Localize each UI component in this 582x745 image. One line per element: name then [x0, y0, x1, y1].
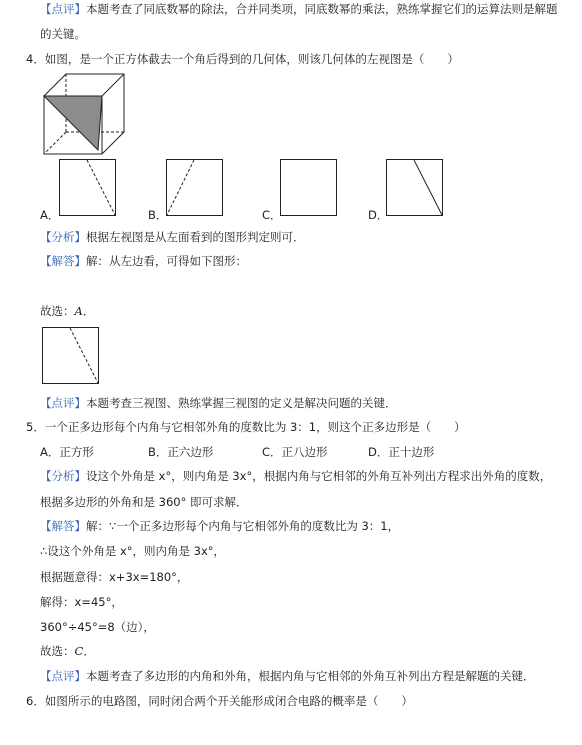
comment-tag: 【点评】 [40, 669, 86, 683]
q4-option-c-figure [280, 159, 338, 217]
q5-analysis-line2: 根据多边形的外角和是 360° 即可求解． [40, 495, 248, 509]
analysis-tag: 【分析】 [40, 230, 86, 244]
q4-cube-figure [38, 70, 128, 156]
q4-option-a: A． [40, 208, 60, 222]
comment-tag: 【点评】 [40, 396, 86, 410]
q4-option-b-figure [166, 159, 224, 217]
q4-analysis: 【分析】根据左视图是从左面看到的图形判定则可． [40, 230, 305, 244]
answer-tag: 【解答】 [40, 519, 86, 533]
q4-option-d-figure [386, 159, 444, 217]
q4-option-a-figure [59, 159, 117, 217]
comment-tag: 【点评】 [40, 2, 86, 16]
q4-answer: 【解答】解：从左边看，可得如下图形： [40, 254, 247, 268]
q5-option-a: A．正方形 [40, 445, 94, 459]
q5-option-d: D．正十边形 [368, 445, 435, 459]
q5-answer-line4: 解得：x=45°， [40, 595, 123, 609]
q5-option-b: B．正六边形 [148, 445, 214, 459]
q4-answer-figure [42, 327, 102, 387]
q5-answer-line3: 根据题意得：x+3x=180°， [40, 570, 189, 584]
q3-comment-line2: 的关键。 [40, 27, 86, 41]
q5-choice: 故选：C． [40, 644, 95, 658]
q4-option-d: D． [368, 208, 389, 222]
q4-option-c: C． [262, 208, 282, 222]
q3-comment-line1: 【点评】本题考查了同底数幂的除法，合并同类项，同底数幂的乘法，熟练掌握它们的运算法则是解题 [40, 2, 558, 16]
q5-comment: 【点评】本题考查了多边形的内角和外角，根据内角与它相邻的外角互补列出方程是解题的关键． [40, 669, 535, 683]
q4-stem: 4．如图，是一个正方体截去一个角后得到的几何体，则该几何体的左视图是（ ） [26, 52, 459, 66]
q4-choice: 故选：A． [40, 304, 95, 318]
q4-comment: 【点评】本题考查三视图、熟练掌握三视图的定义是解决问题的关键． [40, 396, 397, 410]
q5-answer-line1: 【解答】解：∵一个正多边形每个内角与它相邻外角的度数比为 3：1， [40, 519, 400, 533]
q6-stem: 6．如图所示的电路图，同时闭合两个开关能形成闭合电路的概率是（ ） [26, 694, 413, 708]
q5-option-c: C．正八边形 [262, 445, 328, 459]
question-number: 5． [26, 420, 45, 434]
question-number: 6． [26, 694, 45, 708]
q5-answer-line2: ∴设这个外角是 x°，则内角是 3x°， [40, 544, 226, 558]
q4-option-b: B． [148, 208, 168, 222]
question-number: 4． [26, 52, 45, 66]
q5-analysis-line1: 【分析】设这个外角是 x°，则内角是 3x°，根据内角与它相邻的外角互补列出方程求出外角的度数， [40, 469, 552, 483]
q5-answer-line5: 360°÷45°=8（边）， [40, 620, 155, 634]
answer-tag: 【解答】 [40, 254, 86, 268]
analysis-tag: 【分析】 [40, 469, 86, 483]
q5-stem: 5．一个正多边形每个内角与它相邻外角的度数比为 3：1，则这个正多边形是（ ） [26, 420, 466, 434]
